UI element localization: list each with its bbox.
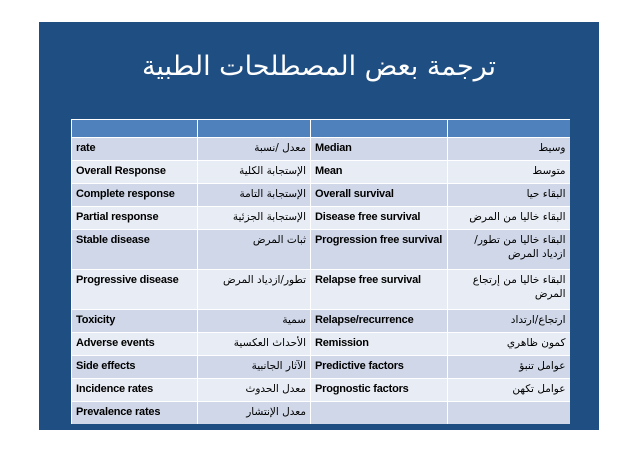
table-row — [72, 270, 570, 310]
arabic-term: البقاء خاليا من إرتجاع المرض — [448, 270, 570, 310]
slide — [39, 22, 599, 430]
english-term: Prognostic factors — [311, 379, 448, 402]
table-row — [72, 184, 570, 207]
english-term: Side effects — [72, 356, 198, 379]
terms-table — [71, 119, 570, 424]
arabic-term: تطور/ازدياد المرض — [198, 270, 311, 310]
english-term: Stable disease — [72, 230, 198, 270]
english-term: Progressive disease — [72, 270, 198, 310]
arabic-term: الإستجابة التامة — [198, 184, 311, 207]
english-term: Complete response — [72, 184, 198, 207]
slide-title: ترجمة بعض المصطلحات الطبية — [141, 51, 497, 82]
arabic-term: معدل /نسبة — [198, 138, 311, 161]
english-term: Relapse free survival — [311, 270, 448, 310]
arabic-term: الآثار الجانبية — [198, 356, 311, 379]
english-term: Adverse events — [72, 333, 198, 356]
table-row — [72, 230, 570, 270]
arabic-term: ثبات المرض — [198, 230, 311, 270]
arabic-term: متوسط — [448, 161, 570, 184]
english-term: Predictive factors — [311, 356, 448, 379]
arabic-term — [448, 402, 570, 425]
arabic-term: الإستجابة الجزئية — [198, 207, 311, 230]
english-term: Toxicity — [72, 310, 198, 333]
arabic-term: معدل الحدوث — [198, 379, 311, 402]
arabic-term: البقاء خاليا من تطور/ازدياد المرض — [448, 230, 570, 270]
english-term: rate — [72, 138, 198, 161]
table-row — [72, 333, 570, 356]
english-term: Progression free survival — [311, 230, 448, 270]
table-header-row — [72, 120, 570, 138]
table-row — [72, 379, 570, 402]
arabic-term: كمون ظاهري — [448, 333, 570, 356]
english-term: Median — [311, 138, 448, 161]
arabic-term: وسيط — [448, 138, 570, 161]
table-row — [72, 207, 570, 230]
table-row — [72, 402, 570, 425]
header-cell — [311, 120, 448, 138]
table-row — [72, 161, 570, 184]
english-term: Prevalence rates — [72, 402, 198, 425]
arabic-term: الأحداث العكسية — [198, 333, 311, 356]
table-row — [72, 138, 570, 161]
header-cell — [72, 120, 198, 138]
header-cell — [448, 120, 570, 138]
arabic-term: سمية — [198, 310, 311, 333]
arabic-term: عوامل تكهن — [448, 379, 570, 402]
english-term: Relapse/recurrence — [311, 310, 448, 333]
arabic-term: الإستجابة الكلية — [198, 161, 311, 184]
english-term: Incidence rates — [72, 379, 198, 402]
arabic-term: ارتجاع/ارتداد — [448, 310, 570, 333]
english-term: Remission — [311, 333, 448, 356]
arabic-term: معدل الإنتشار — [198, 402, 311, 425]
arabic-term: عوامل تنبؤ — [448, 356, 570, 379]
english-term: Mean — [311, 161, 448, 184]
english-term: Partial response — [72, 207, 198, 230]
english-term: Overall Response — [72, 161, 198, 184]
english-term: Disease free survival — [311, 207, 448, 230]
table-row — [72, 356, 570, 379]
arabic-term: البقاء خاليا من المرض — [448, 207, 570, 230]
table-row — [72, 310, 570, 333]
arabic-term: البقاء حيا — [448, 184, 570, 207]
header-cell — [198, 120, 311, 138]
english-term — [311, 402, 448, 425]
english-term: Overall survival — [311, 184, 448, 207]
